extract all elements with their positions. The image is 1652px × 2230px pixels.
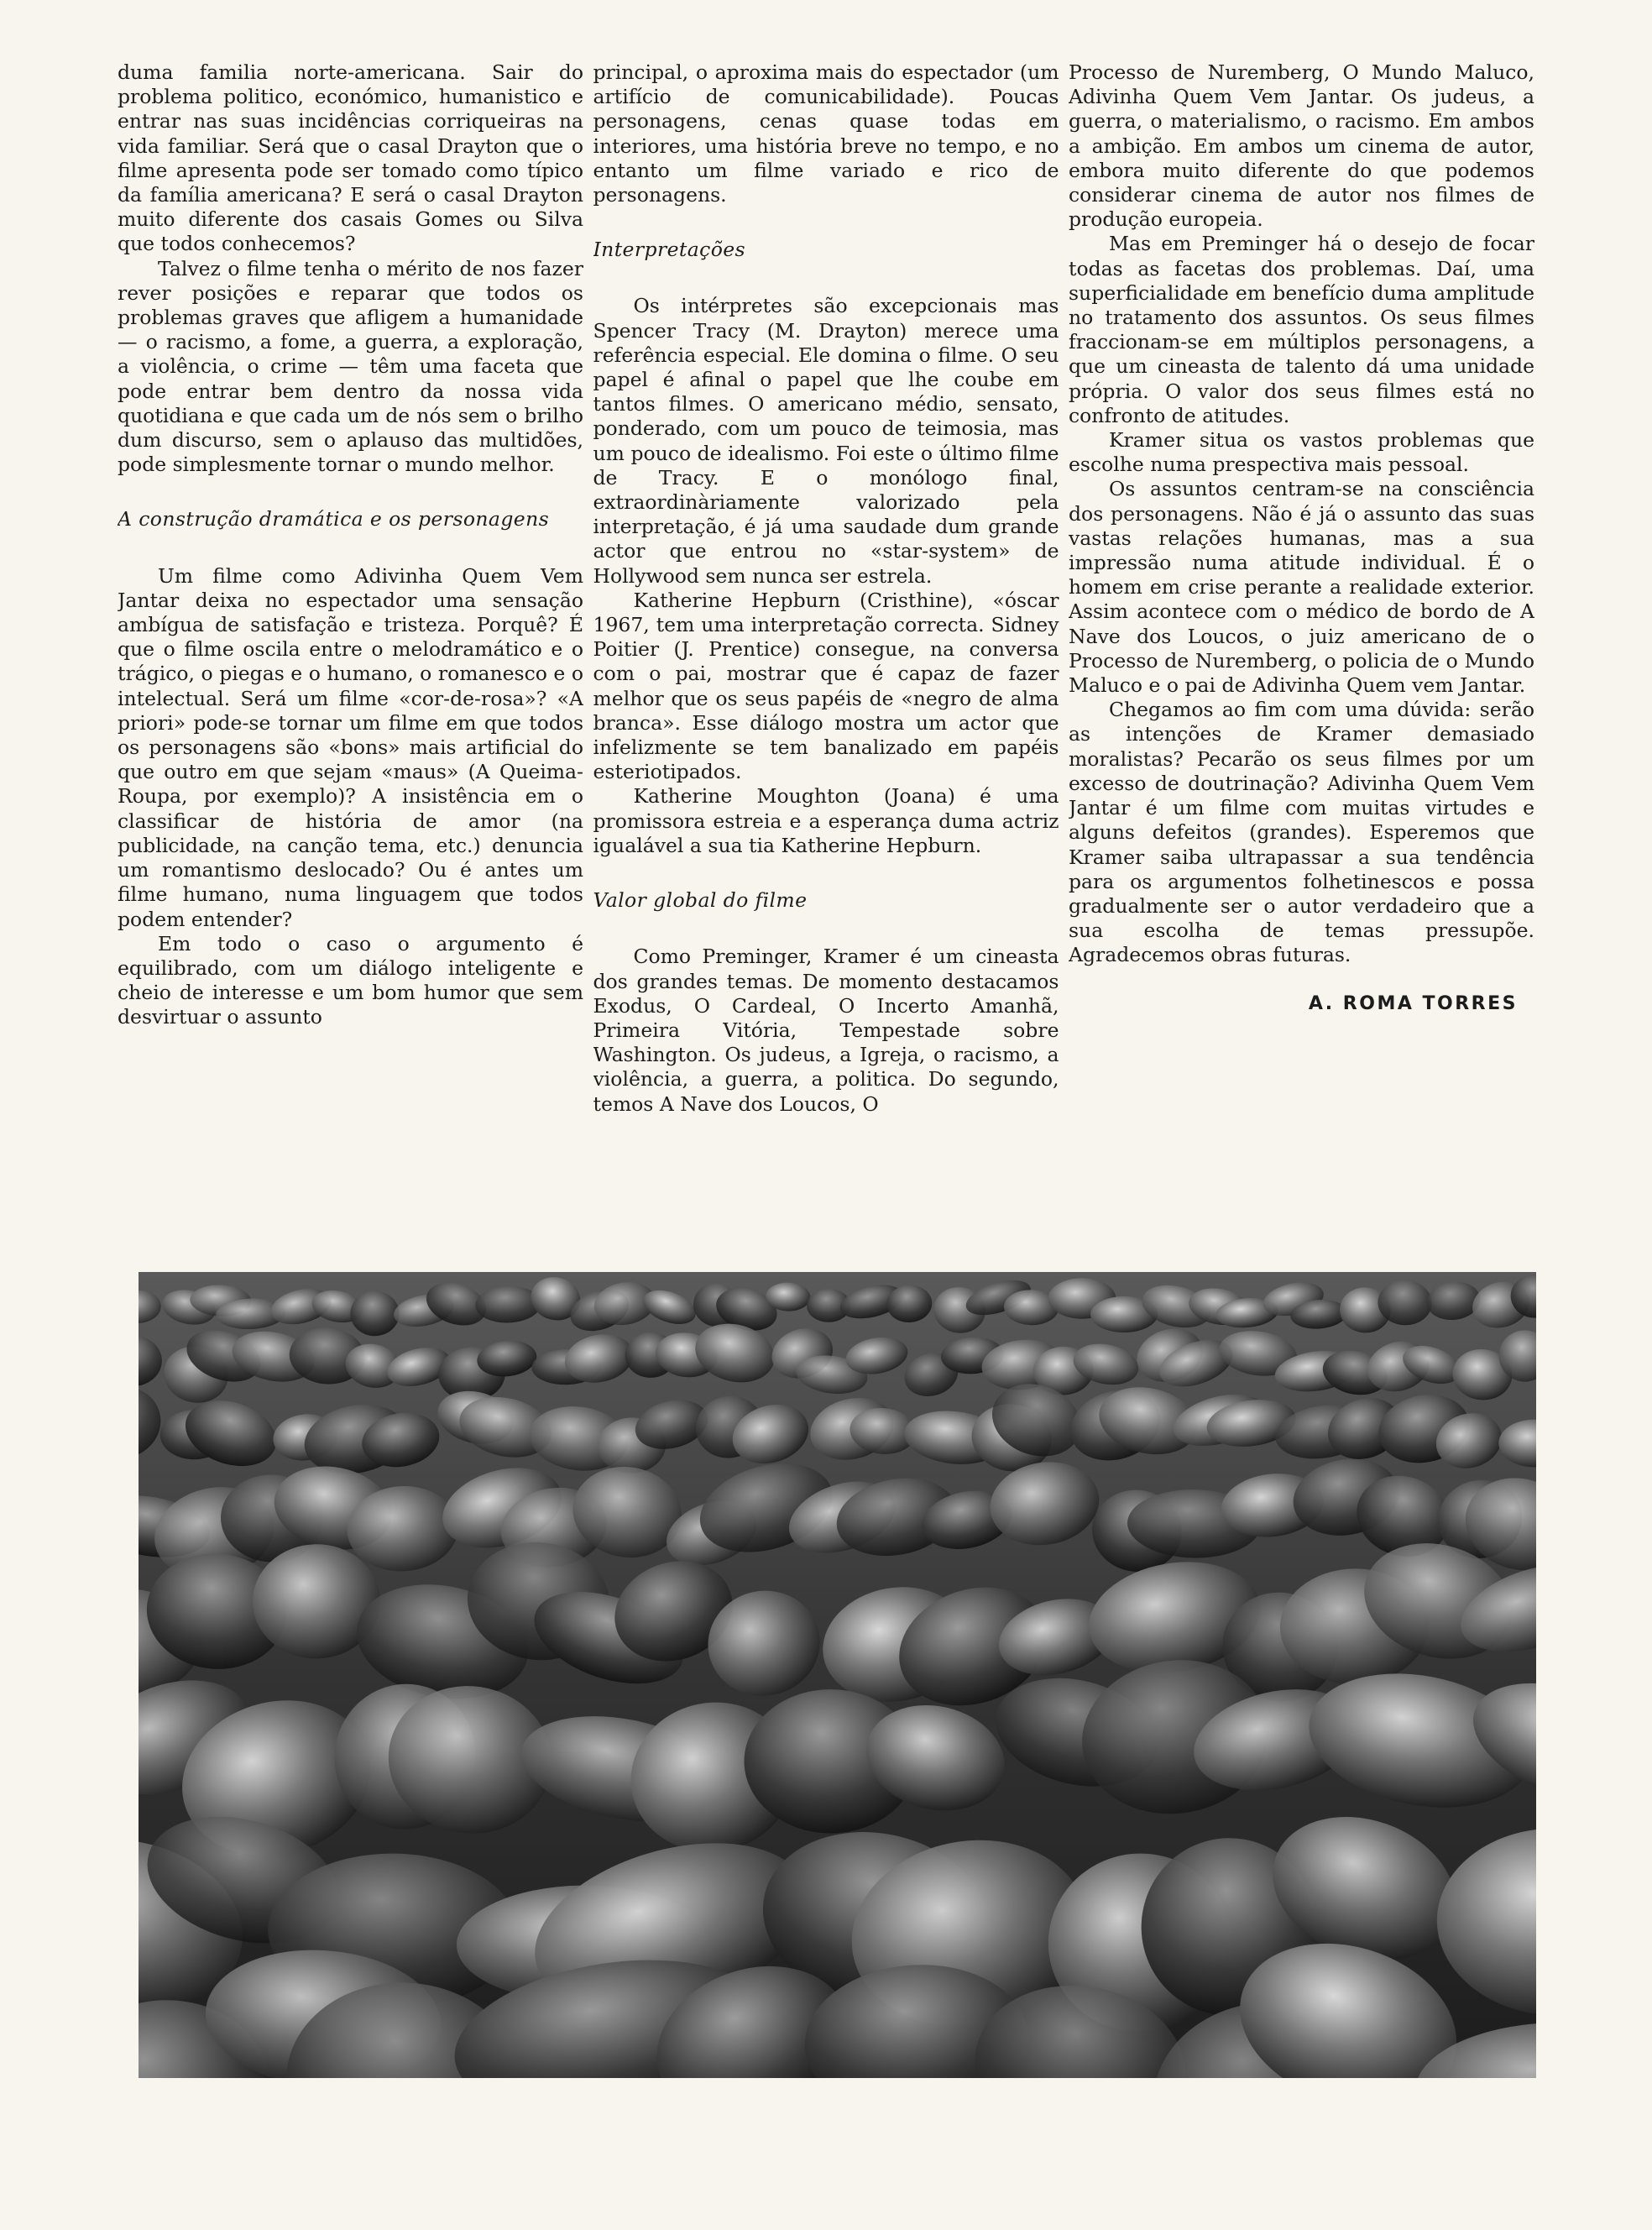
author-byline: A. ROMA TORRES	[1308, 992, 1518, 1014]
column-3	[1069, 60, 1534, 1253]
article-columns	[118, 60, 1534, 1253]
paragraph: Um filme como Adivinha Quem Vem Jantar deixa no espectador uma sensação ambígua de satisfação e tristeza. Porquê? É que o filme oscila entre o melodramático e o trágico, o piegas e o humano, o romanesco e o intelectual. Será um filme «cor-de-rosa»? «A priori» pode-se tornar um filme em que todos os personagens são «bons» mais artificial do que outro em que sejam «maus» (A Queima-Roupa, por exemplo)? A insistência em o classificar de história de amor (na publicidade, na canção tema, etc.) denuncia um romantismo deslocado? Ou é antes um filme humano, numa linguagem que todos podem entender?	[118, 563, 583, 931]
paragraph: Os intérpretes são excepcionais mas Spencer Tracy (M. Drayton) merece uma referência especial. Ele domina o filme. O seu papel é afinal o papel que lhe coube em tantos filmes. O americano médio, sensato, ponderado, com um pouco de teimosia, mas um pouco de idealismo. Foi este o último filme de Tracy. E o monólogo final, extraordinàriamente valorizado pela interpretação, é já uma saudade dum grande actor que entrou no «star-system» de Hollywood sem nunca ser estrela.	[593, 294, 1059, 588]
column-1	[118, 60, 583, 1253]
paragraph: duma familia norte-americana. Sair do problema politico, económico, humanistico e entrar nas suas incidências corriqueiras na vida familiar. Será que o casal Drayton que o filme apresenta pode ser tomado como típico da família americana? E será o casal Drayton muito diferente dos casais Gomes ou Silva que todos conhecemos?	[118, 60, 583, 256]
paragraph: Kramer situa os vastos problemas que escolhe numa prespectiva mais pessoal.	[1069, 428, 1534, 477]
paragraph: principal, o aproxima mais do espectador (um artifício de comunicabilidade). Poucas personagens, cenas quase todas em interiores, uma história breve no tempo, e no entanto um filme variado e rico de personagens.	[593, 60, 1059, 207]
paragraph: Chegamos ao fim com uma dúvida: serão as intenções de Kramer demasiado moralistas? Pecarão os seus filmes por um excesso de doutrinação? Adivinha Quem Vem Jantar é um filme com muitas virtudes e alguns defeitos (grandes). Esperemos que Kramer saiba ultrapassar a sua tendência para os argumentos folhetinescos e possa gradualmente ser o autor verdadeiro que a sua escolha de temas pressupõe. Agradecemos obras futuras.	[1069, 698, 1534, 967]
section-heading: Interpretações	[593, 238, 746, 262]
paragraph: Talvez o filme tenha o mérito de nos fazer rever posições e reparar que todos os problemas graves que afligem a humanidade — o racismo, a fome, a guerra, a exploração, a violência, o crime — têm uma faceta que pode entrar bem dentro da nossa vida quotidiana e que cada um de nós sem o brilho dum discurso, sem o aplauso das multidões, pode simplesmente tornar o mundo melhor.	[118, 256, 583, 477]
film-still-photo	[139, 1272, 1536, 2078]
paragraph: Processo de Nuremberg, O Mundo Maluco, Adivinha Quem Vem Jantar. Os judeus, a guerra, o materialismo, o racismo. Em ambos a ambição. Em ambos um cinema de autor, embora muito diferente do que podemos considerar cinema de autor nos filmes de produção europeia.	[1069, 60, 1534, 232]
paragraph: Em todo o caso o argumento é equilibrado, com um diálogo inteligente e cheio de interesse e um bom humor que sem desvirtuar o assunto	[118, 931, 583, 1029]
column-2	[593, 60, 1059, 1253]
paragraph: Os assuntos centram-se na consciência dos personagens. Não é já o assunto das suas vastas relações humanas, mas a sua impressão numa atitude individual. É o homem em crise perante a realidade exterior. Assim acontece com o médico de bordo de A Nave dos Loucos, o juiz americano de o Processo de Nuremberg, o policia de o Mundo Maluco e o pai de Adivinha Quem vem Jantar.	[1069, 477, 1534, 698]
section-heading: Valor global do filme	[593, 888, 808, 913]
paragraph: Katherine Hepburn (Cristhine), «óscar 1967, tem uma interpretação correcta. Sidney Poitier (J. Prentice) consegue, na conversa com o pai, mostrar que é capaz de fazer melhor que os seus papéis de «negro de alma branca». Esse diálogo mostra um actor que infelizmente se tem banalizado em papéis esteriotipados.	[593, 588, 1059, 784]
crowd-photo-image	[139, 1272, 1536, 2078]
paragraph: Katherine Moughton (Joana) é uma promissora estreia e a esperança duma actriz igualável a sua tia Katherine Hepburn.	[593, 784, 1059, 857]
section-heading: A construção dramática e os personagens	[118, 507, 550, 531]
paragraph: Mas em Preminger há o desejo de focar todas as facetas dos problemas. Daí, uma superficialidade em benefício duma amplitude no tratamento dos assuntos. Os seus filmes fraccionam-se em múltiplos personagens, a que um cineasta de talento dá uma unidade própria. O valor dos seus filmes está no confronto de atitudes.	[1069, 232, 1534, 427]
paragraph: Como Preminger, Kramer é um cineasta dos grandes temas. De momento destacamos Exodus, O Cardeal, O Incerto Amanhã, Primeira Vitória, Tempestade sobre Washington. Os judeus, a Igreja, o racismo, a violência, a guerra, a politica. Do segundo, temos A Nave dos Loucos, O	[593, 945, 1059, 1116]
